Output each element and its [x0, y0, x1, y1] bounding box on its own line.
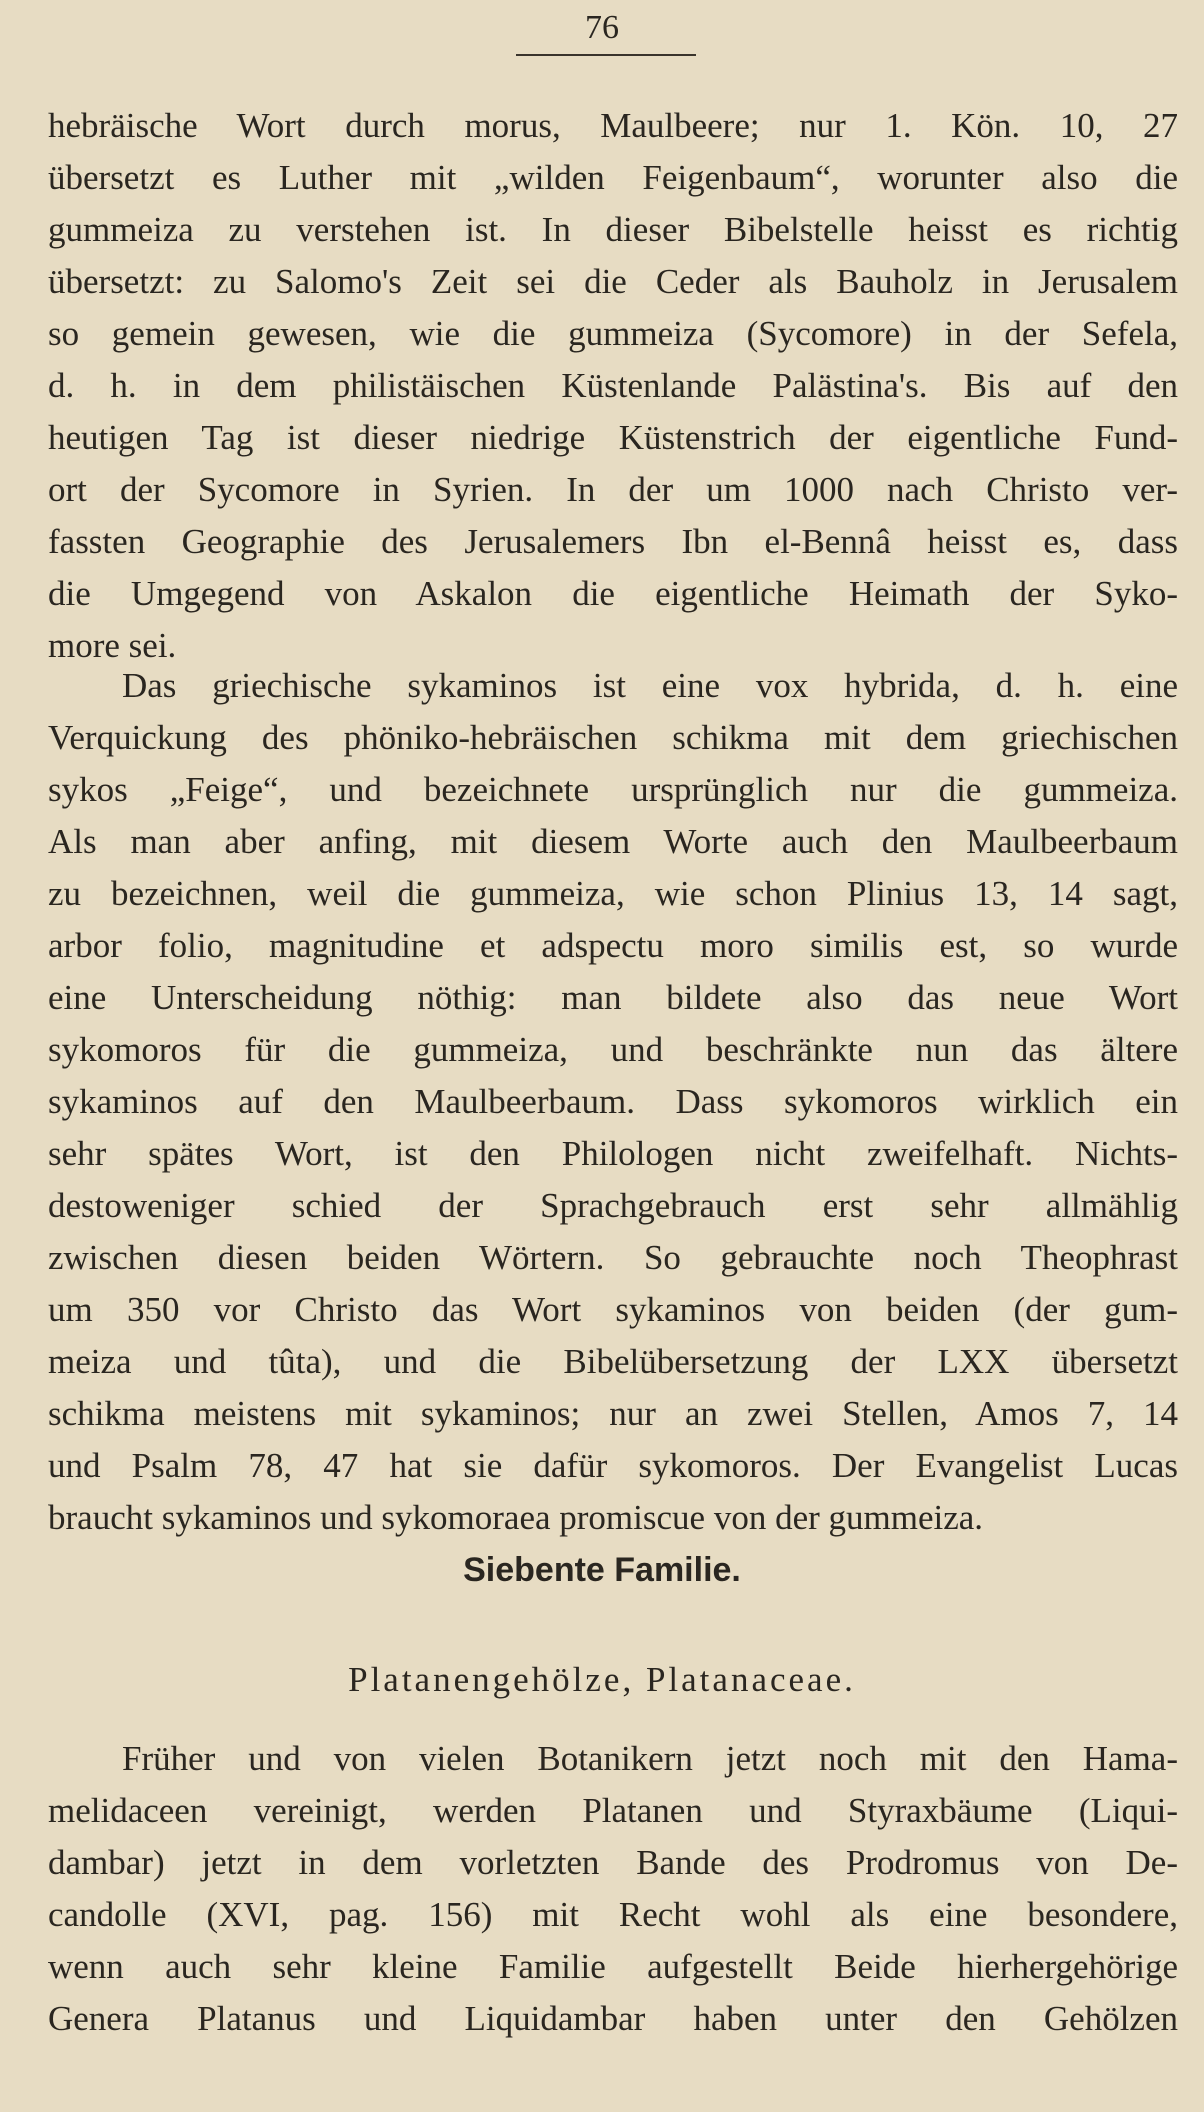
text-line: Genera Platanus und Liquidambar haben unter den Gehölzen [48, 1999, 1178, 2038]
section-subheading: Platanengehölze, Platanaceae. [348, 1660, 856, 1699]
text-line: übersetzt es Luther mit „wilden Feigenbaum“, worunter also die [48, 158, 1178, 197]
text-line: eine Unterscheidung nöthig: man bildete also das neue Wort [48, 978, 1178, 1017]
text-line: hebräische Wort durch morus, Maulbeere; nur 1. Kön. 10, 27 [48, 106, 1178, 145]
text-line: sehr spätes Wort, ist den Philologen nicht zweifelhaft. Nichts- [48, 1134, 1178, 1173]
text-line: so gemein gewesen, wie die gummeiza (Sycomore) in der Sefela, [48, 314, 1178, 353]
text-line: übersetzt: zu Salomo's Zeit sei die Ceder als Bauholz in Jerusalem [48, 262, 1178, 301]
text-line: Das griechische sykaminos ist eine vox hybrida, d. h. eine [122, 666, 1178, 705]
text-line: schikma meistens mit sykaminos; nur an zwei Stellen, Amos 7, 14 [48, 1394, 1178, 1433]
text-line: candolle (XVI, pag. 156) mit Recht wohl als eine besondere, [48, 1895, 1178, 1934]
text-line: braucht sykaminos und sykomoraea promiscue von der gummeiza. [48, 1498, 984, 1537]
text-line: d. h. in dem philistäischen Küstenlande Palästina's. Bis auf den [48, 366, 1178, 405]
text-line: dambar) jetzt in dem vorletzten Bande des Prodromus von De- [48, 1843, 1178, 1882]
text-line: meiza und tûta), und die Bibelübersetzung der LXX übersetzt [48, 1342, 1178, 1381]
text-line: zwischen diesen beiden Wörtern. So gebrauchte noch Theophrast [48, 1238, 1178, 1277]
text-line: um 350 vor Christo das Wort sykaminos von beiden (der gum- [48, 1290, 1178, 1329]
paragraph-3 [48, 1733, 1178, 2045]
text-line: Verquickung des phöniko-hebräischen schikma mit dem griechischen [48, 718, 1178, 757]
paragraph-1 [48, 100, 1178, 672]
text-line: destoweniger schied der Sprachgebrauch erst sehr allmählig [48, 1186, 1178, 1225]
text-line: arbor folio, magnitudine et adspectu moro similis est, so wurde [48, 926, 1178, 965]
text-line: gummeiza zu verstehen ist. In dieser Bibelstelle heisst es richtig [48, 210, 1178, 249]
text-line: Früher und von vielen Botanikern jetzt noch mit den Hama- [122, 1739, 1178, 1778]
text-line: und Psalm 78, 47 hat sie dafür sykomoros. Der Evangelist Lucas [48, 1446, 1178, 1485]
text-line: wenn auch sehr kleine Familie aufgestellt Beide hierhergehörige [48, 1947, 1178, 1986]
text-line: sykaminos auf den Maulbeerbaum. Dass sykomoros wirklich ein [48, 1082, 1178, 1121]
text-line: ort der Sycomore in Syrien. In der um 1000 nach Christo ver- [48, 470, 1178, 509]
text-line: sykomoros für die gummeiza, und beschränkte nun das ältere [48, 1030, 1178, 1069]
text-line: fassten Geographie des Jerusalemers Ibn el-Bennâ heisst es, dass [48, 522, 1178, 561]
text-line: Als man aber anfing, mit diesem Worte auch den Maulbeerbaum [48, 822, 1178, 861]
text-line: zu bezeichnen, weil die gummeiza, wie schon Plinius 13, 14 sagt, [48, 874, 1178, 913]
page-number: 76 [585, 9, 619, 46]
text-line: sykos „Feige“, und bezeichnete ursprünglich nur die gummeiza. [48, 770, 1178, 809]
text-line: heutigen Tag ist dieser niedrige Küstenstrich der eigentliche Fund- [48, 418, 1178, 457]
page-number-rule [516, 54, 696, 56]
text-line: die Umgegend von Askalon die eigentliche Heimath der Syko- [48, 574, 1178, 613]
text-line: more sei. [48, 626, 177, 665]
section-heading: Siebente Familie. [463, 1551, 741, 1589]
paragraph-2 [48, 660, 1178, 1544]
text-line: melidaceen vereinigt, werden Platanen und Styraxbäume (Liqui- [48, 1791, 1178, 1830]
